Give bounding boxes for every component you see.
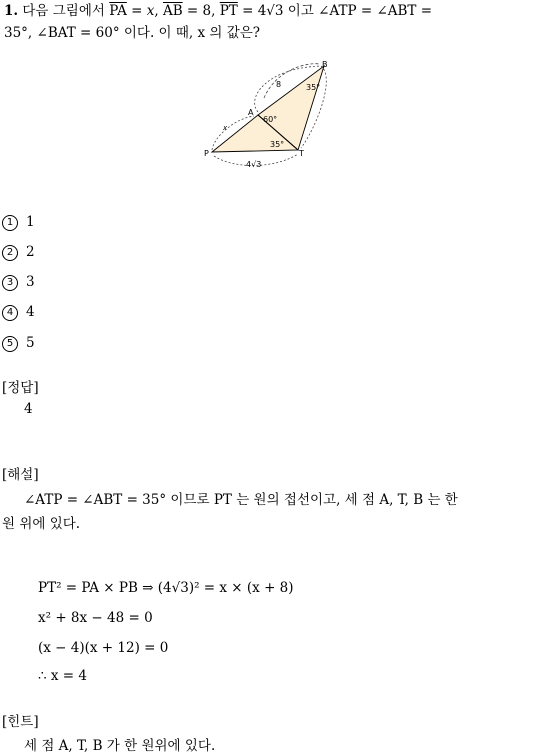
- option-text: 2: [26, 244, 35, 260]
- option-marker: 5: [2, 336, 18, 352]
- option-text: 3: [26, 274, 35, 290]
- option-1[interactable]: [2, 214, 35, 231]
- label-side-ab: 8: [276, 80, 282, 89]
- option-marker: 4: [2, 305, 18, 321]
- label-angle-t: 35°: [270, 140, 285, 149]
- option-text: 4: [26, 304, 35, 320]
- hint-text: 세 점 A, T, B 가 한 원위에 있다.: [24, 738, 216, 754]
- segment-pt: $\overline{PT}$: [219, 3, 238, 19]
- option-5[interactable]: [2, 335, 35, 352]
- segment-ab: $\overline{AB}$: [162, 3, 183, 19]
- option-text: 1: [26, 214, 35, 230]
- option-marker: 1: [2, 215, 18, 231]
- question-number: 1.: [4, 3, 19, 19]
- label-angle-b: 35°: [306, 83, 321, 92]
- option-marker: 2: [2, 245, 18, 261]
- equation-1: PT² = PA × PB ⇒ (4√3)² = x × (x + 8): [38, 580, 294, 596]
- label-side-pt: 4√3: [246, 160, 262, 169]
- answer-value: 4: [24, 401, 33, 417]
- label-a: A: [248, 108, 254, 117]
- question-line-2: 35°, ∠BAT = 60° 이다. 이 때, x 의 값은?: [4, 25, 261, 41]
- question-line-1: [4, 0, 432, 22]
- hint-header: [힌트]: [2, 714, 39, 730]
- option-4[interactable]: [2, 304, 35, 321]
- q-text-a: 다음 그림에서: [22, 3, 110, 19]
- label-p: P: [204, 149, 209, 158]
- var-x: x: [146, 3, 155, 19]
- solution-line-2: 원 위에 있다.: [2, 516, 81, 532]
- option-text: 5: [26, 335, 35, 351]
- q-text-e: = 4√3 이고 ∠ATP = ∠ABT =: [237, 3, 433, 19]
- geometry-figure: [196, 58, 346, 170]
- segment-pa: $\overline{PA}$: [109, 3, 127, 19]
- q-text-d: = 8,: [182, 3, 220, 19]
- answer-header: [정답]: [2, 380, 39, 396]
- label-side-pa: x: [223, 124, 228, 132]
- equation-2: x² + 8x − 48 = 0: [38, 610, 153, 626]
- q-text-c: ,: [154, 3, 163, 19]
- solution-header: [해설]: [2, 467, 39, 483]
- equation-4: ∴ x = 4: [38, 668, 87, 684]
- option-marker: 3: [2, 275, 18, 291]
- equation-3: (x − 4)(x + 12) = 0: [38, 640, 169, 656]
- option-3[interactable]: [2, 274, 35, 291]
- option-2[interactable]: [2, 244, 35, 261]
- solution-line-1: ∠ATP = ∠ABT = 35° 이므로 PT 는 원의 접선이고, 세 점 A, T, B 는 한: [24, 492, 458, 508]
- label-t: T: [299, 149, 304, 158]
- label-angle-a: 60°: [263, 115, 278, 124]
- label-b: B: [322, 60, 328, 69]
- q-text-b: =: [126, 3, 147, 19]
